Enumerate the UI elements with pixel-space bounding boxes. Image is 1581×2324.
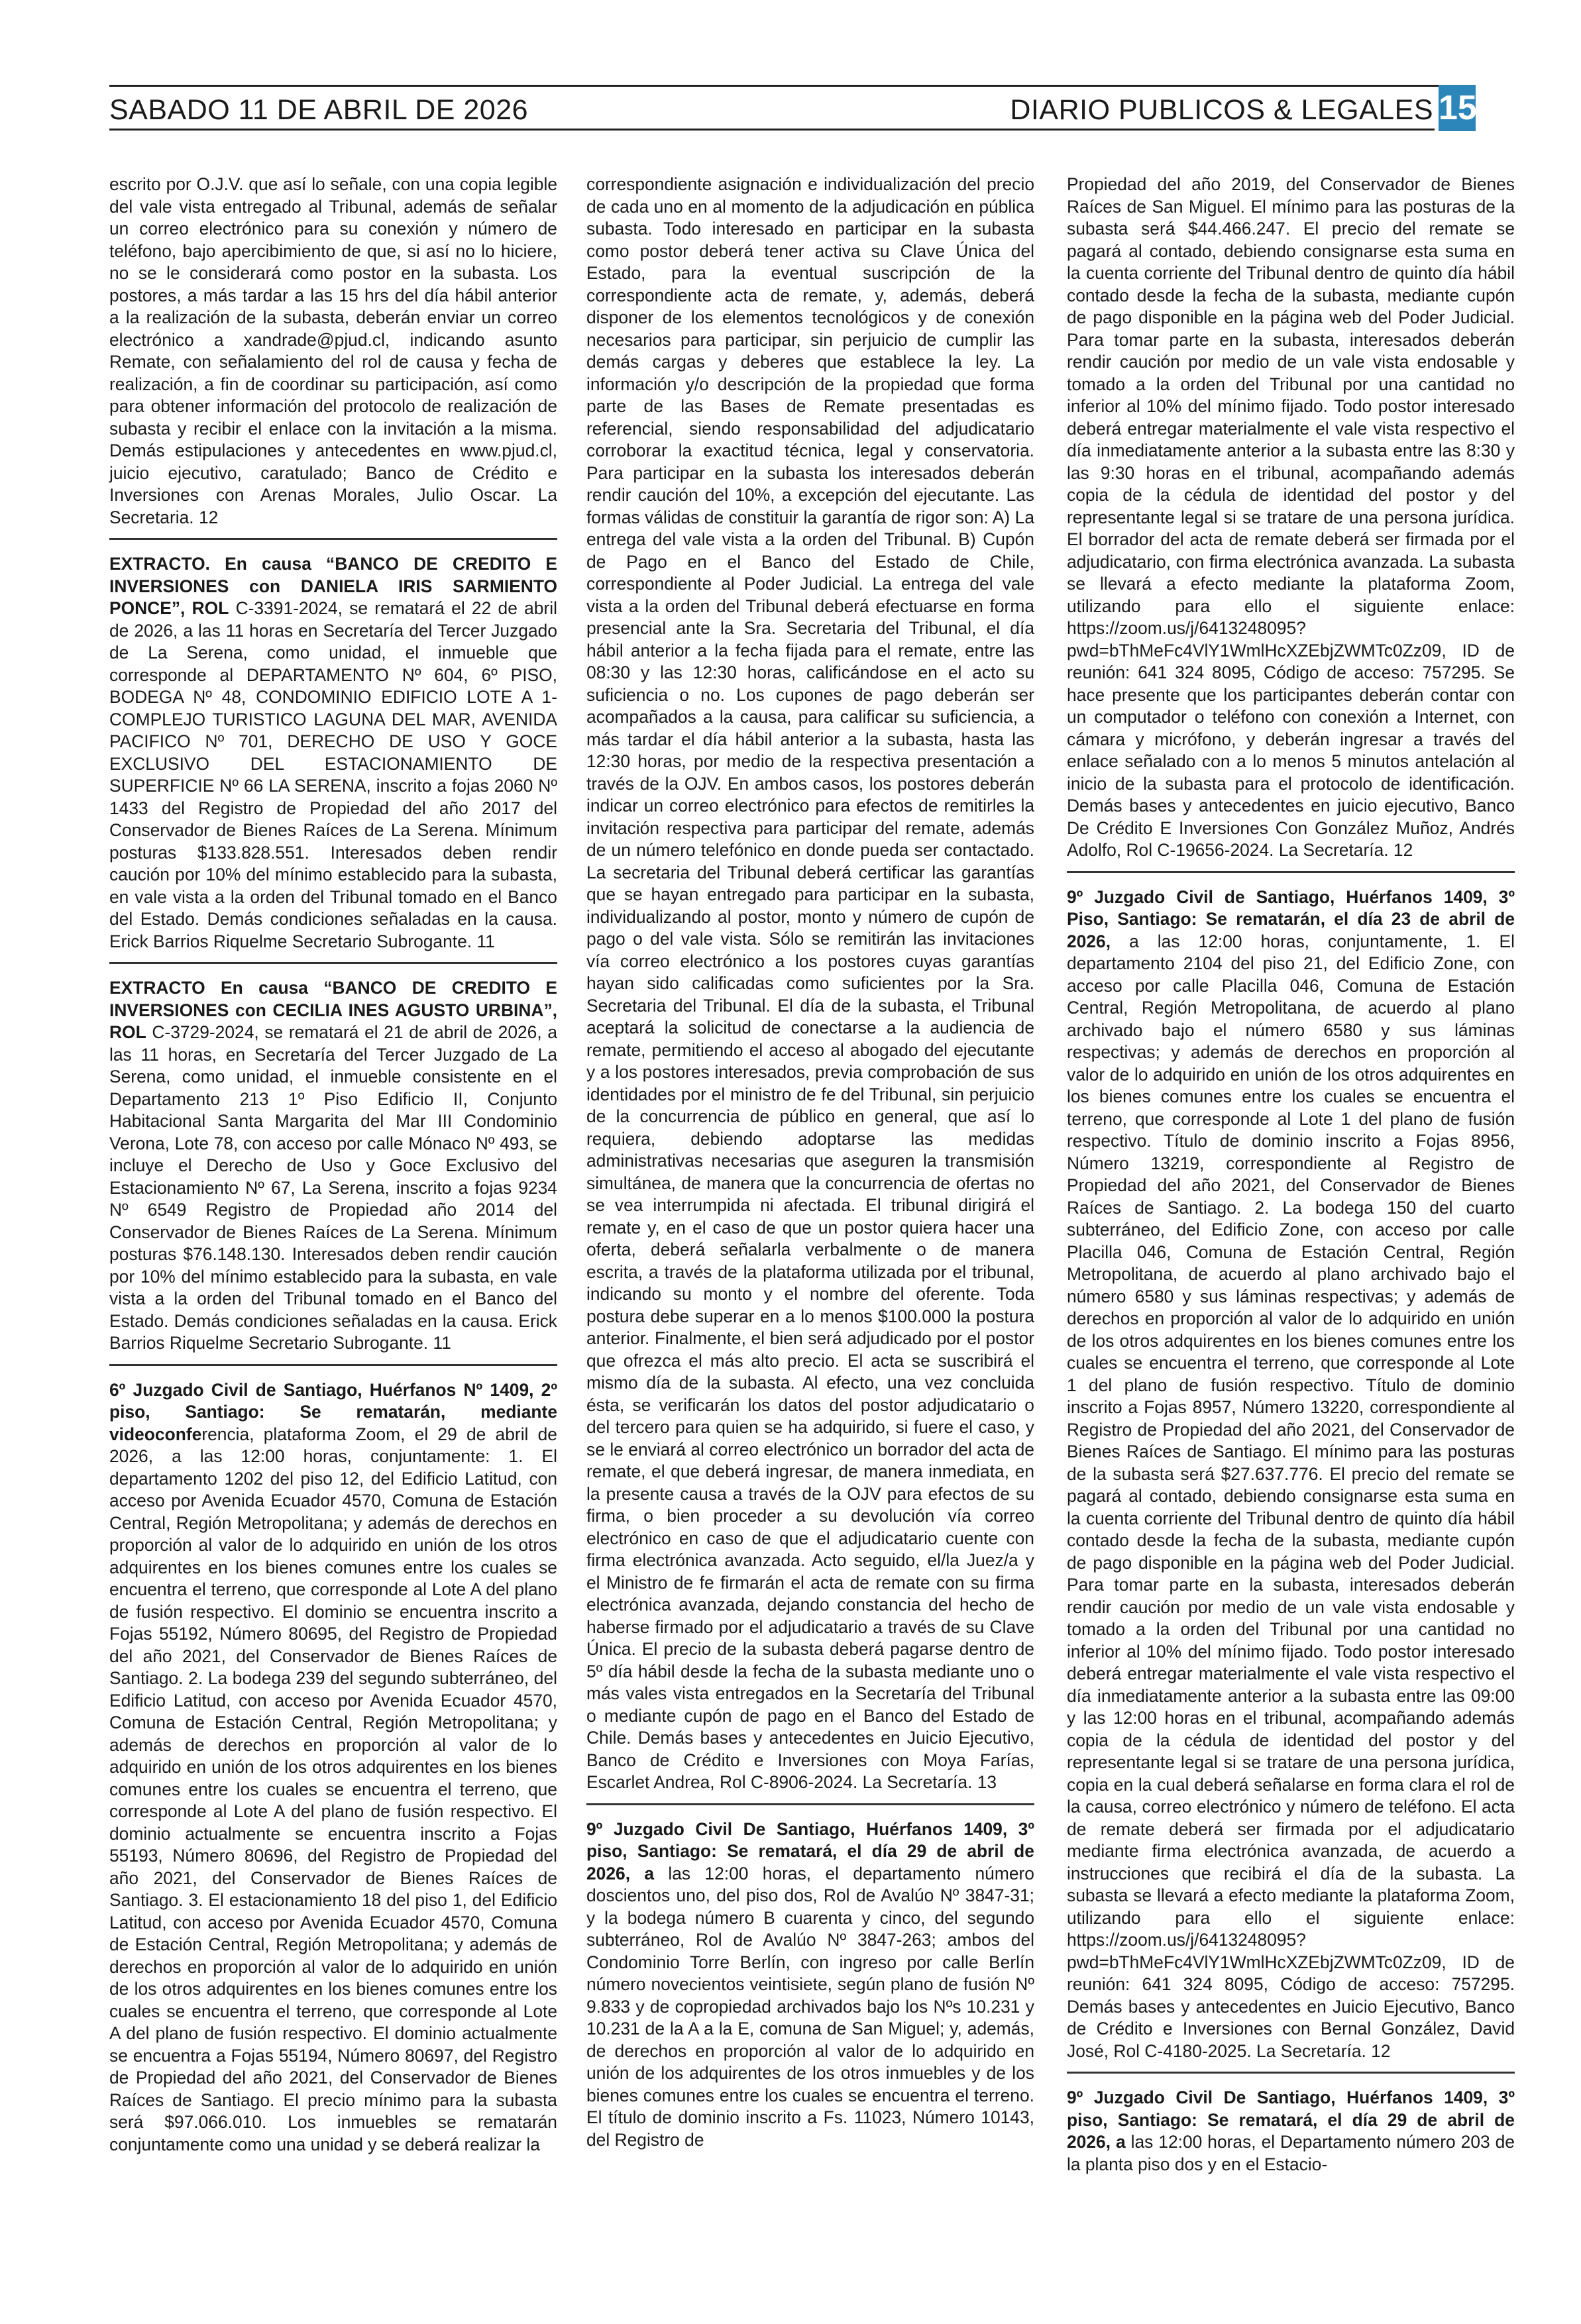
- notice-body: Propiedad del año 2019, del Conservador de Bienes Raíces de San Miguel. El mínimo para las posturas de la subasta será $44.466.247. El precio del remate se pagará al contado, debiendo consignarse esta suma en la cuenta corriente del Tribunal dentro de quinto día hábil contado desde la fecha de la subasta, mediante cupón de pago disponible en la página web del Poder Judicial. Para tomar parte en la subasta, interesados deberán rendir caución por medio de un vale vista endosable y tomado a la orden del Tribunal por una cantidad no inferior al 10% del mínimo fijado. Todo postor interesado deberá entregar materialmente el vale vista respectivo el día inmediatamente anterior a la subasta entre las 8:30 y las 9:30 horas en el tribunal, acompañando además copia de la cédula de identidad del postor y del representante legal si se tratare de una persona jurídica. El borrador del acta de remate deberá ser firmada por el adjudicatario, con firma electrónica avanzada. La subasta se llevará a efecto mediante la plataforma Zoom, utilizando para ello el siguiente enlace: https://zoom.us/j/6413248095?pwd=bThMeFc4VlY1WmlHcXZEbjZWMTc0Zz09, ID de reunión: 641 324 8095, Código de acceso: 757295. Se hace presente que los participantes deberán contar con un computador o teléfono con conexión a Internet, con cámara y micrófono, y deberán ingresar a través del enlace señalado con a lo menos 5 minutos antelación al inicio de la subasta para el protocolo de identificación. Demás bases y antecedentes en juicio ejecutivo, Banco De Crédito E Inversiones Con González Muñoz, Andrés Adolfo, Rol C-19656-2024. La Secretaría. 12: [1067, 174, 1515, 860]
- notice-lead: EXTRACTO En causa “BANCO DE CREDITO E INVERSIONES con CECILIA INES AGUSTO URBINA”, ROL: [109, 978, 557, 1042]
- issue-date: SABADO 11 DE ABRIL DE 2026: [109, 94, 529, 126]
- notice-lead: 9º Juzgado Civil De Santiago, Huérfanos 1409, 3º piso, Santiago: Se rematará, el día 29 de abril de 2026, a: [1067, 2087, 1515, 2152]
- notice: [1067, 886, 1515, 2074]
- page-number-badge: 15: [1439, 85, 1476, 131]
- notice-body: C-3391-2024, se rematará el 22 de abril de 2026, a las 11 horas en Secretaría del Tercer Juzgado de La Serena, como unidad, el inmueble que corresponde al DEPARTAMENTO Nº 604, 6º PISO, BODEGA Nº 48, CONDOMINIO EDIFICIO LOTE A 1-COMPLEJO TURISTICO LAGUNA DEL MAR, AVENIDA PACIFICO Nº 701, DERECHO DE USO Y GOCE EXCLUSIVO DEL ESTACIONAMIENTO DE SUPERFICIE Nº 66 LA SERENA, inscrito a fojas 2060 Nº 1433 del Registro de Propiedad del año 2017 del Conservador de Bienes Raíces de La Serena. Mínimum posturas $133.828.551. Interesados deben rendir caución por 10% del mínimo establecido para la subasta, en vale vista a la orden del Tribunal tomado en el Banco del Estado. Demás condiciones señaladas en la causa. Erick Barrios Riquelme Secretario Subrogante. 11: [109, 598, 557, 951]
- notice: [586, 1819, 1034, 2161]
- publication-title: DIARIO PUBLICOS & LEGALES: [1010, 94, 1433, 126]
- header-bottom-rule: [109, 129, 1435, 131]
- notice: [109, 1379, 557, 2166]
- notice-body: correspondiente asignación e individualización del precio de cada uno en al momento de la adjudicación en pública subasta. Todo interesado en participar en la subasta como postor deberá tener activa su Clave Única del Estado, para la eventual suscripción de la correspondiente acta de remate, y, además, deberá disponer de los elementos tecnológicos y de conexión necesarios para participar, sin perjuicio de cumplir las demás cargas y deberes que establece la ley. La información y/o descripción de la propiedad que forma parte de las Bases de Remate presentadas es referencial, siendo responsabilidad del adjudicatario corroborar la exactitud técnica, legal y conservatoria. Para participar en la subasta los interesados deberán rendir caución del 10%, a excepción del ejecutante. Las formas válidas de constituir la garantía de rigor son: A) La entrega del vale vista a la orden del Tribunal. B) Cupón de Pago en el Banco del Estado de Chile, correspondiente al Poder Judicial. La entrega del vale vista a la orden del Tribunal deberá efectuarse en forma presencial ante la Sra. Secretaria del Tribunal, el día hábil anterior a la fecha fijada para el remate, entre las 08:30 y las 12:30 horas, calificándose en el acto su suficiencia o no. Los cupones de pago deberán ser acompañados a la causa, para calificar su suficiencia, a más tardar el día hábil anterior a la subasta, hasta las 12:30 horas, por medio de la respectiva presentación a través de la OJV. En ambos casos, los postores deberán indicar un correo electrónico para efectos de remitirles la invitación respectiva para participar del remate, además de un número telefónico en donde pueda ser contactado. La secretaria del Tribunal deberá certificar las garantías que se hayan entregado para participar en la subasta, individualizando al postor, monto y número de cupón de pago o del vale vista. Sólo se remitirán las invitaciones vía correo electrónico a los postores cuyas garantías hayan sido calificadas como suficientes por la Sra. Secretaria del Tribunal. El día de la subasta, el Tribunal aceptará la solicitud de conectarse a la audiencia de remate, permitiendo el acceso al abogado del ejecutante y a los postores interesados, previa comprobación de sus identidades por el ministro de fe del Tribunal, sin perjuicio de la concurrencia de público en general, que así lo requiera, debiendo adoptarse las medidas administrativas necesarias que aseguren la transmisión simultánea, de manera que la concurrencia de ofertas no se vea interrumpida ni afectada. El tribunal dirigirá el remate y, en el caso de que un postor quiera hacer una oferta, deberá señalarla verbalmente o de manera escrita, a través de la plataforma utilizada por el tribunal, indicando su monto y el nombre del oferente. Toda postura debe superar en a lo menos $100.000 la postura anterior. Finalmente, el bien será adjudicado por el postor que ofrezca el más alto precio. El acta se suscribirá el mismo día de la subasta. Al efecto, una vez concluida ésta, se verificarán los datos del postor adjudicatario o del tercero para quien se ha adquirido, si fuere el caso, y se le enviará al correo electrónico un borrador del acta de remate, el que deberá ingresar, de manera inmediata, en la presente causa a través de la OJV para efectos de su firma, o bien proceder a su devolución vía correo electrónico en caso de que el adjudicatario cuente con firma electrónica avanzada. Acto seguido, el/la Juez/a y el Ministro de fe firmarán el acta de remate con su firma electrónica avanzada, dejando constancia del hecho de haberse firmado por el adjudicatario a través de su Clave Única. El precio de la subasta deberá pagarse dentro de 5º día hábil desde la fecha de la subasta mediante uno o más vales vista entregados en la Secretaría del Tribunal o mediante cupón de pago en el Banco del Estado de Chile. Demás bases y antecedentes en Juicio Ejecutivo, Banco de Crédito e Inversiones con Moya Farías, Escarlet Andrea, Rol C-8906-2024. La Secretaría. 13: [586, 174, 1034, 1792]
- notice-body: las 12:00 horas, el Departamento número 203 de la planta piso dos y en el Estacio-: [1067, 2132, 1515, 2174]
- notice: [1067, 2087, 1515, 2185]
- notice-body: C-3729-2024, se rematará el 21 de abril de 2026, a las 11 horas, en Secretaría del Tercer Juzgado de La Serena, como unidad, el inmueble consistente en el Departamento 213 1º Piso Edificio II, Conjunto Habitacional Santa Margarita del Mar III Condominio Verona, Lote 78, con acceso por calle Mónaco Nº 493, se incluye el Derecho de Uso y Goce Exclusivo del Estacionamiento Nº 67, La Serena, inscrito a fojas 9234 Nº 6549 Registro de Propiedad año 2014 del Conservador de Bienes Raíces de La Serena. Mínimum posturas $76.148.130. Interesados deben rendir caución por 10% del mínimo establecido para la subasta, en vale vista a la orden del Tribunal tomado en el Banco del Estado. Demás condiciones señaladas en la causa. Erick Barrios Riquelme Secretario Subrogante. 11: [109, 1022, 557, 1353]
- page-header: [109, 85, 1476, 131]
- notice-body: a las 12:00 horas, conjuntamente, 1. El departamento 2104 del piso 21, del Edificio Zone, con acceso por calle Placilla 046, Comuna de Estación Central, Región Metropolitana, de acuerdo al plano archivado bajo el número 6580 y sus láminas respectivas; y además de derechos en proporción al valor de lo adquirido en unión de los otros adquirentes en los bienes comunes entre los cuales se encuentra el terreno, que corresponde al Lote 1 del plano de fusión respectivo. Título de dominio inscrito a Fojas 8956, Número 13219, correspondiente al Registro de Propiedad del año 2021, del Conservador de Bienes Raíces de Santiago. 2. La bodega 150 del cuarto subterráneo, del Edificio Zone, con acceso por calle Placilla 046, Comuna de Estación Central, Región Metropolitana, de acuerdo al plano archivado bajo el número 6580 y sus láminas respectivas; y además de derechos en proporción al valor de lo adquirido en unión de los otros adquirentes en los bienes comunes entre los cuales se encuentra el terreno, que corresponde al Lote 1 del plano de fusión respectivo. Título de dominio inscrito a Fojas 8957, Número 13220, correspondiente al Registro de Propiedad del año 2021, del Conservador de Bienes Raíces de Santiago. El mínimo para las posturas de la subasta será $27.637.776. El precio del remate se pagará al contado, debiendo consignarse esta suma en la cuenta corriente del Tribunal dentro de quinto día hábil contado desde la fecha de la subasta, mediante cupón de pago disponible en la página web del Poder Judicial. Para tomar parte en la subasta, interesados deberán rendir caución por medio de un vale vista endosable y tomado a la orden del Tribunal por una cantidad no inferior al 10% del mínimo fijado. Todo postor interesado deberá entregar materialmente el vale vista respectivo el día inmediatamente anterior a la subasta entre las 09:00 y las 12:00 horas en el tribunal, acompañando además copia de la cédula de identidad del postor y del representante legal si se tratare de una persona jurídica, copia en la cual deberá señalarse en forma clara el rol de la causa, correo electrónico y número de teléfono. El acta de remate deberá ser firmada por el adjudicatario mediante firma electrónica avanzada, de acuerdo a instrucciones que recibirá el día de la subasta. La subasta se llevará a efecto mediante la plataforma Zoom, utilizando para ello el siguiente enlace: https://zoom.us/j/6413248095?pwd=bThMeFc4VlY1WmlHcXZEbjZWMTc0Zz09, ID de reunión: 641 324 8095, Código de acceso: 757295. Demás bases y antecedentes en Juicio Ejecutivo, Banco de Crédito e Inversiones con Bernal González, David José, Rol C-4180-2025. La Secretaría. 12: [1067, 931, 1515, 2061]
- notice: [109, 553, 557, 964]
- notice: [586, 174, 1034, 1805]
- notice: [109, 174, 557, 540]
- column-1: [109, 174, 557, 2178]
- notice-lead: 6º Juzgado Civil de Santiago, Huérfanos Nº 1409, 2º piso, Santiago: Se rematarán, mediante videoconfe: [109, 1379, 557, 1444]
- column-3: [1067, 174, 1515, 2198]
- notice-body: rencia, plataforma Zoom, el 29 de abril de 2026, a las 12:00 horas, conjuntamente: 1. El departamento 1202 del piso 12, del Edificio Latitud, con acceso por Avenida Ecuador 4570, Comuna de Estación Central, Región Metropolitana; y además de derechos en proporción al valor de lo adquirido en unión de los otros adquirentes en los bienes comunes entre los cuales se encuentra el terreno, que corresponde al Lote A del plano de fusión respectivo. El dominio se encuentra inscrito a Fojas 55192, Número 80695, del Registro de Propiedad del año 2021, del Conservador de Bienes Raíces de Santiago. 2. La bodega 239 del segundo subterráneo, del Edificio Latitud, con acceso por Avenida Ecuador 4570, Comuna de Estación Central, Región Metropolitana; y además de derechos en proporción al valor de lo adquirido en unión de los otros adquirentes en los bienes comunes entre los cuales se encuentra el terreno, que corresponde al Lote A del plano de fusión respectivo. El dominio actualmente se encuentra inscrito a Fojas 55193, Número 80696, del Registro de Propiedad del año 2021, del Conservador de Bienes Raíces de Santiago. 3. El estacionamiento 18 del piso 1, del Edificio Latitud, con acceso por Avenida Ecuador 4570, Comuna de Estación Central, Región Metropolitana; y además de derechos en proporción al valor de lo adquirido en unión de los otros adquirentes en los bienes comunes entre los cuales se encuentra el terreno, que corresponde al Lote A del plano de fusión respectivo. El dominio actualmente se encuentra a Fojas 55194, Número 80697, del Registro de Propiedad del año 2021, del Conservador de Bienes Raíces de Santiago. El precio mínimo para la subasta será $97.066.010. Los inmuebles se rematarán conjuntamente como una unidad y se deberá realizar la: [109, 1424, 557, 2154]
- notice-lead: 9º Juzgado Civil De Santiago, Huérfanos 1409, 3º piso, Santiago: Se rematará, el día 29 de abril de 2026, a: [586, 1819, 1034, 1883]
- column-2: [586, 174, 1034, 2174]
- notice-lead: EXTRACTO. En causa “BANCO DE CREDITO E INVERSIONES con DANIELA IRIS SARMIENTO PONCE”, ROL: [109, 554, 557, 618]
- notice: [109, 977, 557, 1366]
- header-top-rule: [109, 85, 1476, 87]
- notice-lead: 9º Juzgado Civil de Santiago, Huérfanos 1409, 3º Piso, Santiago: Se rematarán, el día 23 de abril de 2026,: [1067, 886, 1515, 951]
- notice-body: las 12:00 horas, el departamento número doscientos uno, del piso dos, Rol de Avalúo Nº 3847-31; y la bodega número B cuarenta y cinco, del segundo subterráneo, Rol de Avalúo Nº 3847-263; ambos del Condominio Torre Berlín, con ingreso por calle Berlín número novecientos veintisiete, según plano de fusión Nº 9.833 y de copropiedad archivados bajo los Nºs 10.231 y 10.231 de la A a la E, comuna de San Miguel; y, además, de derechos en proporción al valor de lo adquirido en unión de los adquirentes de los otros inmuebles y de los bienes comunes entre los cuales se encuentra el terreno. El título de dominio inscrito a Fs. 11023, Número 10143, del Registro de: [586, 1863, 1034, 2150]
- notice-body: escrito por O.J.V. que así lo señale, con una copia legible del vale vista entregado al Tribunal, además de señalar un correo electrónico para su conexión y número de teléfono, bajo apercibimiento de que, si así no lo hiciere, no se le considerará como postor en la subasta. Los postores, a más tardar a las 15 hrs del día hábil anterior a la realización de la subasta, deberán enviar un correo electrónico a xandrade@pjud.cl, indicando asunto Remate, con señalamiento del rol de causa y fecha de realización, a fin de coordinar su participación, así como para obtener información del protocolo de realización de subasta y recibir el enlace con la invitación a la misma. Demás estipulaciones y antecedentes en www.pjud.cl, juicio ejecutivo, caratulado; Banco de Crédito e Inversiones con Arenas Morales, Julio Oscar. La Secretaria. 12: [109, 174, 557, 527]
- notice: [1067, 174, 1515, 873]
